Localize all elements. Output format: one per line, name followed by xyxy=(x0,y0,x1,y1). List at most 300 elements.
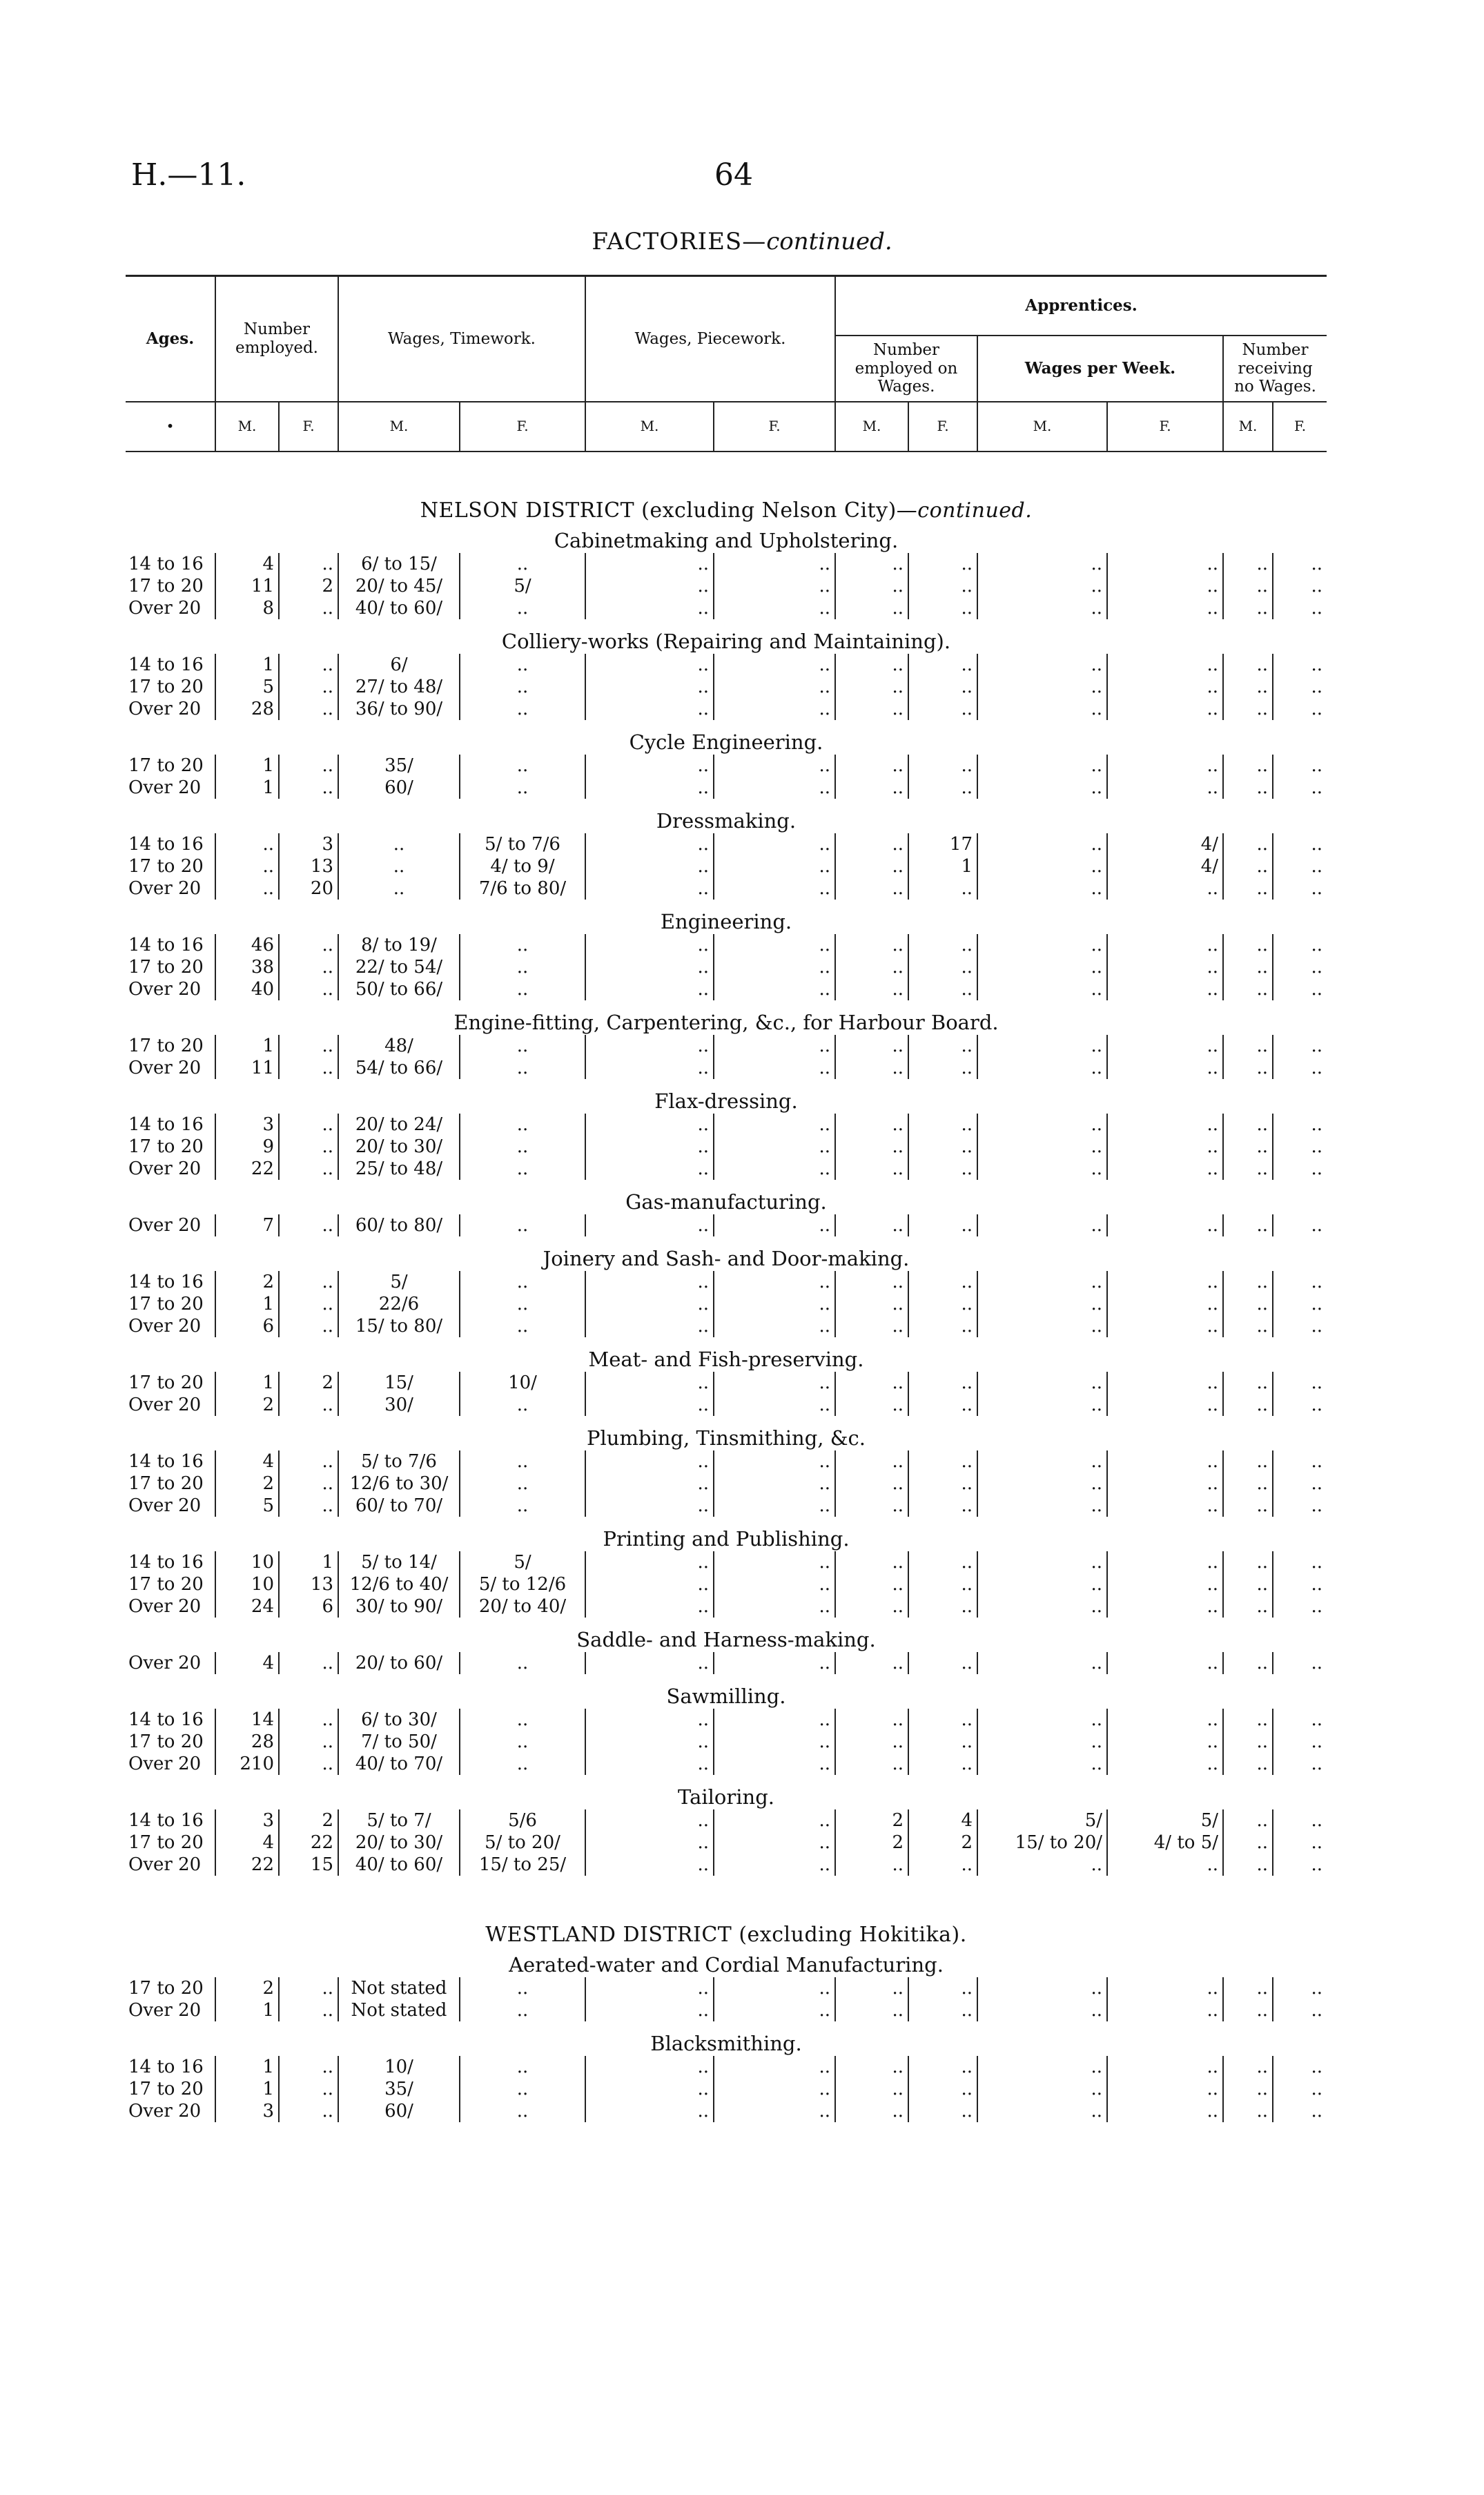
value-cell: .. xyxy=(908,1473,977,1495)
value-cell: .. xyxy=(1273,855,1327,877)
value-cell: .. xyxy=(835,1450,908,1473)
district-heading xyxy=(126,1923,1327,1947)
value-cell: .. xyxy=(585,1271,714,1293)
value-cell: 13 xyxy=(279,855,338,877)
value-cell: 13 xyxy=(279,1573,338,1595)
value-cell: .. xyxy=(1107,698,1223,720)
value-cell: .. xyxy=(460,676,585,698)
value-cell: .. xyxy=(835,1293,908,1315)
value-cell: .. xyxy=(279,1293,338,1315)
value-cell: .. xyxy=(279,1394,338,1416)
industry-title: Sawmilling. xyxy=(666,1685,786,1708)
value-cell: .. xyxy=(1223,755,1273,777)
value-cell: 4 xyxy=(215,1832,279,1854)
value-cell: 28 xyxy=(215,698,279,720)
value-cell: .. xyxy=(1273,1271,1327,1293)
industry-table xyxy=(126,1652,1327,1674)
value-cell: .. xyxy=(215,877,279,900)
value-cell: .. xyxy=(835,1854,908,1876)
value-cell: .. xyxy=(977,1315,1107,1337)
value-cell: .. xyxy=(1107,1136,1223,1158)
industry-table xyxy=(126,1551,1327,1618)
value-cell: .. xyxy=(835,855,908,877)
value-cell: .. xyxy=(585,676,714,698)
age-cell: 14 to 16 xyxy=(128,1272,204,1292)
age-cell: 17 to 20 xyxy=(128,1574,204,1595)
value-cell: 2 xyxy=(835,1832,908,1854)
value-cell: .. xyxy=(1223,575,1273,597)
industry-title: Cycle Engineering. xyxy=(629,730,823,754)
value-cell: .. xyxy=(1273,777,1327,799)
value-cell: .. xyxy=(835,575,908,597)
age-cell: Over 20 xyxy=(128,1653,202,1673)
value-cell: .. xyxy=(279,1731,338,1753)
table-row xyxy=(126,1158,1327,1180)
age-cell: Over 20 xyxy=(128,777,202,798)
header-m: M. xyxy=(338,402,460,452)
value-cell: 15 xyxy=(279,1854,338,1876)
age-cell: Over 20 xyxy=(128,979,202,1000)
value-cell: 2 xyxy=(215,1473,279,1495)
value-cell: .. xyxy=(977,698,1107,720)
table-body xyxy=(126,490,1327,2132)
age-cell: 17 to 20 xyxy=(128,856,204,877)
value-cell: .. xyxy=(908,1214,977,1236)
value-cell: .. xyxy=(977,877,1107,900)
value-cell: .. xyxy=(1107,978,1223,1000)
value-cell: .. xyxy=(1107,755,1223,777)
age-cell: 14 to 16 xyxy=(128,1810,204,1831)
value-cell: .. xyxy=(1107,575,1223,597)
value-cell: .. xyxy=(1107,956,1223,978)
value-cell: 14 xyxy=(215,1709,279,1731)
value-cell: .. xyxy=(279,1495,338,1517)
value-cell: .. xyxy=(835,1057,908,1079)
value-cell: .. xyxy=(1107,1035,1223,1057)
table-row xyxy=(126,1854,1327,1876)
value-cell: .. xyxy=(908,1854,977,1876)
value-cell: .. xyxy=(1223,855,1273,877)
value-cell: .. xyxy=(908,777,977,799)
value-cell: .. xyxy=(460,1114,585,1136)
value-cell: .. xyxy=(1223,1731,1273,1753)
value-cell: .. xyxy=(908,1158,977,1180)
age-cell: Over 20 xyxy=(128,1395,202,1415)
value-cell: 5/ xyxy=(338,1271,460,1293)
value-cell: .. xyxy=(1107,2078,1223,2100)
value-cell: 60/ to 80/ xyxy=(338,1214,460,1236)
industry-table xyxy=(126,1271,1327,1337)
value-cell: .. xyxy=(460,1158,585,1180)
value-cell: .. xyxy=(1273,1832,1327,1854)
value-cell: .. xyxy=(908,1315,977,1337)
value-cell: .. xyxy=(835,1158,908,1180)
value-cell: .. xyxy=(1107,1315,1223,1337)
value-cell: .. xyxy=(908,1551,977,1573)
value-cell: .. xyxy=(835,2056,908,2078)
value-cell: .. xyxy=(460,1057,585,1079)
value-cell: .. xyxy=(1107,597,1223,619)
age-cell: 17 to 20 xyxy=(128,1473,204,1494)
value-cell: 3 xyxy=(215,1809,279,1832)
value-cell: .. xyxy=(460,1652,585,1674)
value-cell: .. xyxy=(977,755,1107,777)
header-appr-wages: Wages per Week. xyxy=(977,336,1223,402)
value-cell: .. xyxy=(714,833,835,855)
value-cell: .. xyxy=(1273,978,1327,1000)
age-cell: 17 to 20 xyxy=(128,2079,204,2099)
value-cell: .. xyxy=(1273,1293,1327,1315)
industry-section xyxy=(126,1785,1327,1876)
value-cell: .. xyxy=(1223,1372,1273,1394)
value-cell: 1 xyxy=(215,2078,279,2100)
value-cell: .. xyxy=(1273,698,1327,720)
value-cell: .. xyxy=(1223,2078,1273,2100)
industry-title: Engineering. xyxy=(660,910,792,933)
value-cell: .. xyxy=(1273,1136,1327,1158)
table-row xyxy=(126,978,1327,1000)
industry-title: Aerated-water and Cordial Manufacturing. xyxy=(509,1953,944,1977)
value-cell: .. xyxy=(714,1977,835,1999)
value-cell: .. xyxy=(1107,654,1223,676)
value-cell: .. xyxy=(460,698,585,720)
industry-table xyxy=(126,1035,1327,1079)
value-cell: .. xyxy=(1223,1271,1273,1293)
value-cell: .. xyxy=(1223,676,1273,698)
value-cell: 2 xyxy=(215,1394,279,1416)
value-cell: .. xyxy=(977,597,1107,619)
age-cell: 14 to 16 xyxy=(128,654,204,675)
value-cell: .. xyxy=(1273,1394,1327,1416)
value-cell: .. xyxy=(835,1035,908,1057)
value-cell: .. xyxy=(1223,1473,1273,1495)
value-cell: 50/ to 66/ xyxy=(338,978,460,1000)
age-cell: Over 20 xyxy=(128,598,202,619)
value-cell: .. xyxy=(835,1136,908,1158)
value-cell: .. xyxy=(714,698,835,720)
value-cell: .. xyxy=(585,1854,714,1876)
value-cell: 2 xyxy=(215,1271,279,1293)
industry-section xyxy=(126,1526,1327,1618)
industry-section xyxy=(126,528,1327,619)
value-cell: .. xyxy=(1223,654,1273,676)
value-cell: .. xyxy=(585,777,714,799)
value-cell: .. xyxy=(460,1731,585,1753)
header-ages-dot: • xyxy=(126,402,215,452)
column-header xyxy=(126,275,1327,452)
value-cell: .. xyxy=(585,978,714,1000)
value-cell: 10/ xyxy=(460,1372,585,1394)
industry-section xyxy=(126,629,1327,720)
value-cell: 4/ xyxy=(1107,855,1223,877)
value-cell: .. xyxy=(835,698,908,720)
value-cell: .. xyxy=(1223,1709,1273,1731)
value-cell: .. xyxy=(977,1652,1107,1674)
value-cell: .. xyxy=(714,676,835,698)
value-cell: .. xyxy=(460,1394,585,1416)
header-m: M. xyxy=(835,402,908,452)
value-cell: .. xyxy=(977,1595,1107,1618)
value-cell: .. xyxy=(835,1573,908,1595)
value-cell: .. xyxy=(279,1158,338,1180)
value-cell: 2 xyxy=(908,1832,977,1854)
value-cell: .. xyxy=(835,755,908,777)
value-cell: 2 xyxy=(215,1977,279,1999)
value-cell: .. xyxy=(585,1832,714,1854)
value-cell: 20 xyxy=(279,877,338,900)
value-cell: .. xyxy=(585,1114,714,1136)
value-cell: .. xyxy=(585,1473,714,1495)
value-cell: .. xyxy=(1107,1473,1223,1495)
value-cell: 5/ to 20/ xyxy=(460,1832,585,1854)
value-cell: .. xyxy=(1273,553,1327,575)
value-cell: .. xyxy=(908,1595,977,1618)
value-cell: .. xyxy=(1223,956,1273,978)
value-cell: .. xyxy=(585,833,714,855)
value-cell: .. xyxy=(585,1809,714,1832)
value-cell: .. xyxy=(1273,1214,1327,1236)
table-row xyxy=(126,1214,1327,1236)
industry-table xyxy=(126,553,1327,619)
table-row xyxy=(126,1551,1327,1573)
value-cell: 2 xyxy=(279,1372,338,1394)
value-cell: 40/ to 70/ xyxy=(338,1753,460,1775)
age-cell: 14 to 16 xyxy=(128,1451,204,1472)
value-cell: .. xyxy=(585,2056,714,2078)
table-row xyxy=(126,2078,1327,2100)
value-cell: .. xyxy=(835,2100,908,2122)
value-cell: 22 xyxy=(279,1832,338,1854)
value-cell: .. xyxy=(585,1214,714,1236)
value-cell: .. xyxy=(1273,1809,1327,1832)
table-row xyxy=(126,956,1327,978)
value-cell: .. xyxy=(585,1293,714,1315)
value-cell: .. xyxy=(977,978,1107,1000)
value-cell: .. xyxy=(714,1753,835,1775)
value-cell: .. xyxy=(835,777,908,799)
value-cell: .. xyxy=(977,1372,1107,1394)
industry-title: Plumbing, Tinsmithing, &c. xyxy=(587,1426,866,1450)
value-cell: .. xyxy=(585,1495,714,1517)
value-cell: .. xyxy=(338,877,460,900)
value-cell: 4/ xyxy=(1107,833,1223,855)
value-cell: .. xyxy=(1273,2056,1327,2078)
value-cell: 48/ xyxy=(338,1035,460,1057)
value-cell: .. xyxy=(908,755,977,777)
value-cell: .. xyxy=(1107,1977,1223,1999)
value-cell: .. xyxy=(977,1450,1107,1473)
value-cell: .. xyxy=(908,654,977,676)
value-cell: 17 xyxy=(908,833,977,855)
header-f: F. xyxy=(908,402,977,452)
value-cell: 6/ to 30/ xyxy=(338,1709,460,1731)
value-cell: .. xyxy=(1223,1394,1273,1416)
value-cell: .. xyxy=(585,2078,714,2100)
value-cell: 5/ to 14/ xyxy=(338,1551,460,1573)
value-cell: 40 xyxy=(215,978,279,1000)
value-cell: .. xyxy=(1223,833,1273,855)
value-cell: .. xyxy=(714,1057,835,1079)
value-cell: .. xyxy=(1107,676,1223,698)
value-cell: .. xyxy=(279,698,338,720)
value-cell: .. xyxy=(1107,877,1223,900)
value-cell: 6/ to 15/ xyxy=(338,553,460,575)
value-cell: .. xyxy=(585,1753,714,1775)
value-cell: .. xyxy=(1273,1114,1327,1136)
header-f: F. xyxy=(714,402,835,452)
value-cell: .. xyxy=(279,1315,338,1337)
value-cell: .. xyxy=(908,1495,977,1517)
value-cell: .. xyxy=(1273,2078,1327,2100)
value-cell: 5/ xyxy=(460,1551,585,1573)
value-cell: 4 xyxy=(215,1450,279,1473)
age-cell: 17 to 20 xyxy=(128,1731,204,1752)
value-cell: 22/6 xyxy=(338,1293,460,1315)
value-cell: .. xyxy=(977,1495,1107,1517)
value-cell: .. xyxy=(460,1315,585,1337)
value-cell: .. xyxy=(1107,1753,1223,1775)
industry-section xyxy=(126,1684,1327,1775)
value-cell: .. xyxy=(714,2100,835,2122)
age-cell: Over 20 xyxy=(128,1596,202,1617)
value-cell: .. xyxy=(585,1450,714,1473)
value-cell: 5/ xyxy=(977,1809,1107,1832)
value-cell: .. xyxy=(1273,575,1327,597)
value-cell: 1 xyxy=(215,1372,279,1394)
table-row xyxy=(126,1709,1327,1731)
value-cell: 4/ to 5/ xyxy=(1107,1832,1223,1854)
age-cell: 14 to 16 xyxy=(128,1709,204,1730)
value-cell: 8 xyxy=(215,597,279,619)
age-cell: 17 to 20 xyxy=(128,1978,204,1999)
industry-title: Gas-manufacturing. xyxy=(625,1190,827,1214)
value-cell: .. xyxy=(460,553,585,575)
value-cell: 20/ to 30/ xyxy=(338,1136,460,1158)
value-cell: .. xyxy=(460,978,585,1000)
table-row xyxy=(126,877,1327,900)
value-cell: 5/ to 7/6 xyxy=(338,1450,460,1473)
value-cell: .. xyxy=(835,676,908,698)
value-cell: .. xyxy=(908,1394,977,1416)
district-heading xyxy=(126,498,1327,523)
value-cell: .. xyxy=(977,1999,1107,2021)
value-cell: 10 xyxy=(215,1551,279,1573)
value-cell: 46 xyxy=(215,934,279,956)
value-cell: 20/ to 24/ xyxy=(338,1114,460,1136)
table-row xyxy=(126,1473,1327,1495)
value-cell: .. xyxy=(835,597,908,619)
value-cell: 60/ xyxy=(338,2100,460,2122)
value-cell: .. xyxy=(714,877,835,900)
value-cell: .. xyxy=(460,777,585,799)
table-row xyxy=(126,2100,1327,2122)
value-cell: .. xyxy=(835,1999,908,2021)
district-name: NELSON DISTRICT (excluding Nelson City)— xyxy=(420,498,918,523)
industry-title: Joinery and Sash- and Door-making. xyxy=(543,1247,910,1270)
value-cell: .. xyxy=(585,1595,714,1618)
value-cell: .. xyxy=(1273,2100,1327,2122)
value-cell: .. xyxy=(835,654,908,676)
value-cell: .. xyxy=(908,1977,977,1999)
table-row xyxy=(126,553,1327,575)
value-cell: .. xyxy=(1223,698,1273,720)
value-cell: .. xyxy=(908,1709,977,1731)
age-cell: 14 to 16 xyxy=(128,935,204,955)
value-cell: .. xyxy=(1223,1035,1273,1057)
value-cell: .. xyxy=(977,1057,1107,1079)
value-cell: .. xyxy=(908,1271,977,1293)
value-cell: .. xyxy=(714,1214,835,1236)
value-cell: 7/ to 50/ xyxy=(338,1731,460,1753)
value-cell: .. xyxy=(977,1731,1107,1753)
value-cell: .. xyxy=(279,1136,338,1158)
value-cell: .. xyxy=(1273,1158,1327,1180)
industry-table xyxy=(126,1709,1327,1775)
value-cell: .. xyxy=(977,956,1107,978)
value-cell: .. xyxy=(908,2078,977,2100)
value-cell: 28 xyxy=(215,1731,279,1753)
value-cell: .. xyxy=(1107,1271,1223,1293)
value-cell: .. xyxy=(908,575,977,597)
value-cell: .. xyxy=(835,1495,908,1517)
value-cell: .. xyxy=(908,1136,977,1158)
value-cell: .. xyxy=(714,1999,835,2021)
value-cell: 2 xyxy=(835,1809,908,1832)
value-cell: .. xyxy=(585,755,714,777)
value-cell: .. xyxy=(835,934,908,956)
value-cell: .. xyxy=(460,1495,585,1517)
value-cell: .. xyxy=(279,978,338,1000)
value-cell: 4 xyxy=(215,1652,279,1674)
value-cell: .. xyxy=(1273,654,1327,676)
header-m: M. xyxy=(1223,402,1273,452)
value-cell: .. xyxy=(908,1293,977,1315)
value-cell: .. xyxy=(977,1293,1107,1315)
value-cell: .. xyxy=(1273,1652,1327,1674)
value-cell: .. xyxy=(585,1035,714,1057)
value-cell: .. xyxy=(1273,877,1327,900)
value-cell: 1 xyxy=(215,1035,279,1057)
district-continued: continued. xyxy=(917,498,1033,523)
value-cell: .. xyxy=(714,1136,835,1158)
value-cell: .. xyxy=(977,2056,1107,2078)
value-cell: .. xyxy=(460,597,585,619)
table-row xyxy=(126,1832,1327,1854)
value-cell: 30/ xyxy=(338,1394,460,1416)
value-cell: .. xyxy=(1223,1573,1273,1595)
value-cell: 3 xyxy=(215,2100,279,2122)
age-cell: 17 to 20 xyxy=(128,1294,204,1314)
value-cell: .. xyxy=(1273,1854,1327,1876)
age-cell: Over 20 xyxy=(128,1316,202,1337)
value-cell: 5 xyxy=(215,676,279,698)
header-wages-piecework: Wages, Piecework. xyxy=(585,276,835,402)
age-cell: 14 to 16 xyxy=(128,1114,204,1135)
value-cell: 5/ to 7/ xyxy=(338,1809,460,1832)
value-cell: .. xyxy=(460,1136,585,1158)
value-cell: .. xyxy=(585,553,714,575)
industry-section xyxy=(126,1010,1327,1079)
value-cell: .. xyxy=(279,934,338,956)
header-m: M. xyxy=(215,402,279,452)
header-m: M. xyxy=(977,402,1107,452)
value-cell: .. xyxy=(908,1035,977,1057)
value-cell: .. xyxy=(279,654,338,676)
value-cell: .. xyxy=(1107,1293,1223,1315)
value-cell: .. xyxy=(977,1114,1107,1136)
industry-title: Engine-fitting, Carpentering, &c., for Harbour Board. xyxy=(453,1011,999,1034)
table-row xyxy=(126,676,1327,698)
